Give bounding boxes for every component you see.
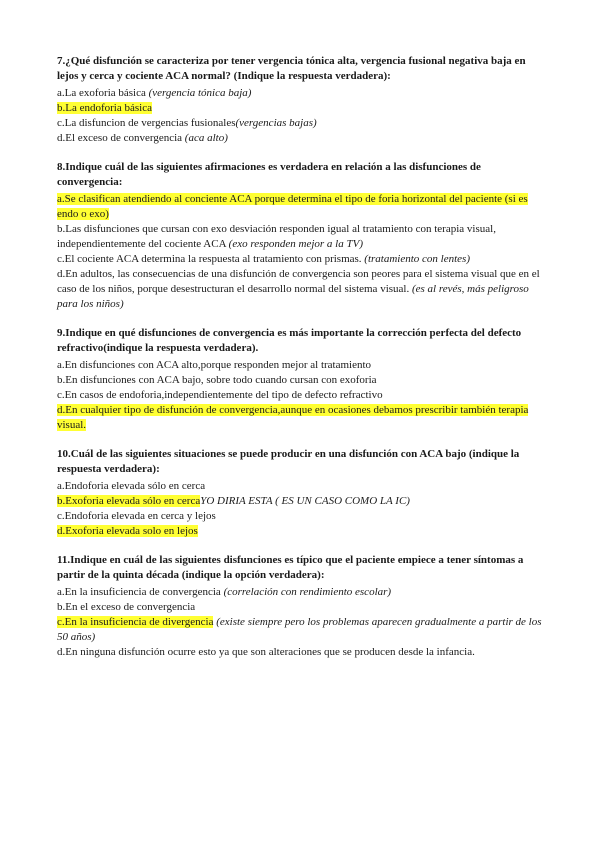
- option-note: (aca alto): [184, 132, 228, 144]
- option-b: [57, 494, 547, 509]
- option-text: c.Endoforia elevada en cerca y lejos: [57, 510, 216, 522]
- option-text: b.Las disfunciones que cursan con exo desviación responden igual al tratamiento con terapia visual, independientemente del cociente ACA: [57, 223, 496, 250]
- option-d: [57, 645, 547, 660]
- option-d: [57, 524, 547, 539]
- option-note: (es al revés, más peligroso para los niños): [57, 283, 529, 310]
- option-note: (existe siempre pero los problemas aparecen gradualmente a partir de los 50 años): [57, 616, 542, 643]
- question-9: [57, 326, 547, 433]
- question-8: [57, 160, 547, 312]
- option-text: c.El cociente ACA determina la respuesta al tratamiento con prismas.: [57, 253, 365, 265]
- option-d: [57, 131, 547, 146]
- question-title: 9.Indique en qué disfunciones de convergencia es más importante la corrección perfecta del defecto refractivo(indique la respuesta verdadera).: [57, 327, 522, 354]
- option-c: [57, 252, 547, 267]
- question-11: [57, 553, 547, 660]
- question-title: 10.Cuál de las siguientes situaciones se puede producir en una disfunción con ACA bajo (indique la respuesta verdadera):: [57, 448, 520, 475]
- question-10: [57, 447, 547, 539]
- option-b: [57, 600, 547, 615]
- option-b: [57, 222, 547, 252]
- option-text: c.La disfuncion de vergencias fusionales: [57, 117, 236, 129]
- option-c: [57, 509, 547, 524]
- option-text-highlighted: d.En cualquier tipo de disfunción de convergencia,aunque en ocasiones debamos prescribir también terapia visual.: [57, 404, 529, 431]
- option-note: (vergencia tónica baja): [148, 87, 252, 99]
- option-text: d.En adultos, las consecuencias de una disfunción de convergencia son peores para el sistema visual que en el caso de los niños, porque desestructuran el desarrollo normal del sistema visual.: [57, 268, 540, 295]
- option-text: a.La exoforia básica: [57, 87, 149, 99]
- option-note: (tratamiento con lentes): [364, 253, 470, 265]
- option-text: d.En ninguna disfunción ocurre esto ya que son alteraciones que se producen desde la infancia.: [57, 646, 475, 658]
- option-text: a.En disfunciones con ACA alto,porque responden mejor al tratamiento: [57, 359, 372, 371]
- option-a: [57, 479, 547, 494]
- option-text: b.En disfunciones con ACA bajo, sobre todo cuando cursan con exoforia: [57, 374, 377, 386]
- option-a: [57, 86, 547, 101]
- option-b: [57, 373, 547, 388]
- option-c: [57, 388, 547, 403]
- option-text: c.En casos de endoforia,independientemente del tipo de defecto refractivo: [57, 389, 383, 401]
- option-a: [57, 358, 547, 373]
- option-text-highlighted: c.En la insuficiencia de divergencia: [57, 616, 214, 628]
- option-text: b.En el exceso de convergencia: [57, 601, 196, 613]
- option-text-highlighted: a.Se clasifican atendiendo al conciente ACA porque determina el tipo de foria horizontal del paciente (si es endo o exo): [57, 193, 528, 220]
- option-c: [57, 615, 547, 645]
- option-c: [57, 116, 547, 131]
- option-text: a.En la insuficiencia de convergencia: [57, 586, 224, 598]
- option-note: (exo responden mejor a la TV): [228, 238, 363, 250]
- option-text: a.Endoforia elevada sólo en cerca: [57, 480, 206, 492]
- option-text-highlighted: d.Exoforia elevada solo en lejos: [57, 525, 198, 537]
- option-note: YO DIRIA ESTA ( ES UN CASO COMO LA IC): [200, 495, 410, 507]
- option-text-highlighted: b.La endoforia básica: [57, 102, 152, 114]
- option-text-highlighted: b.Exoforia elevada sólo en cerca: [57, 495, 201, 507]
- question-title: 11.Indique en cuál de las siguientes disfunciones es típico que el paciente empiece a tener síntomas a partir de la quinta década (indique la opción verdadera):: [57, 554, 524, 581]
- option-text: d.El exceso de convergencia: [57, 132, 185, 144]
- option-a: [57, 585, 547, 600]
- question-title: 7.¿Qué disfunción se caracteriza por tener vergencia tónica alta, vergencia fusional negativa baja en lejos y cerca y cociente ACA normal? (Indique la respuesta verdadera):: [57, 55, 526, 82]
- option-note: (vergencias bajas): [235, 117, 317, 129]
- question-title: 8.Indique cuál de las siguientes afirmaciones es verdadera en relación a las disfunciones de convergencia:: [57, 161, 481, 188]
- option-b: [57, 101, 547, 116]
- question-7: [57, 54, 547, 146]
- option-note: (correlación con rendimiento escolar): [223, 586, 392, 598]
- option-d: [57, 267, 547, 312]
- question-list: [57, 54, 547, 674]
- option-d: [57, 403, 547, 433]
- option-a: [57, 192, 547, 222]
